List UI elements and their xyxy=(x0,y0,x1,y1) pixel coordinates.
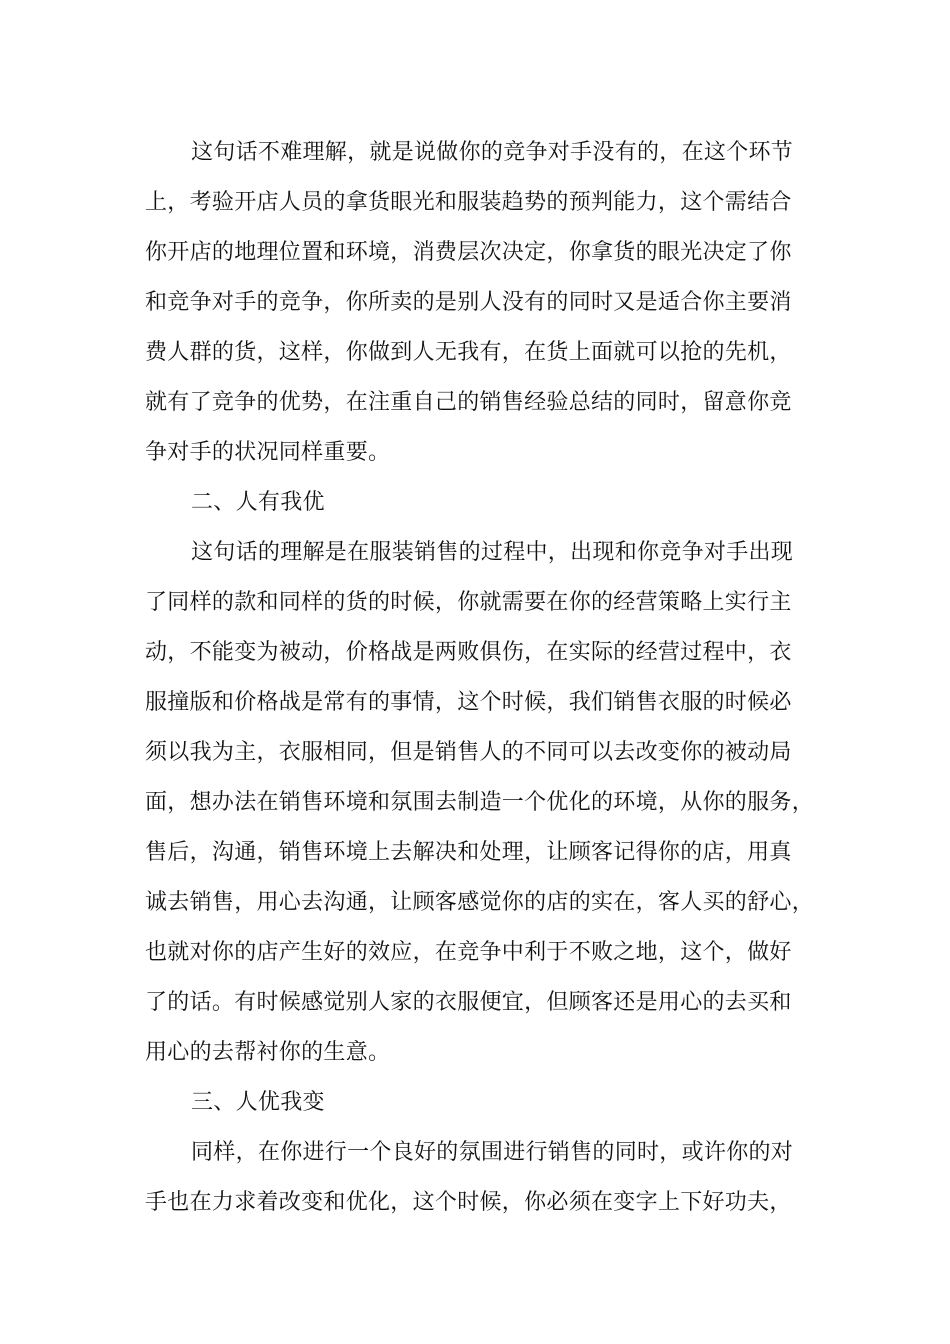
text-line: 同样，在你进行一个良好的氛围进行销售的同时，或许你的对 xyxy=(191,1140,794,1165)
text-line: 面，想办法在销售环境和氛围去制造一个优化的环境，从你的服务， xyxy=(145,790,815,815)
section-heading-2: 二、人有我优 xyxy=(191,490,325,515)
paragraph-competitive-difference xyxy=(145,128,805,478)
section-heading-3: 三、人优我变 xyxy=(191,1090,325,1115)
paragraph-we-do-better xyxy=(145,528,815,1078)
paragraph-we-change xyxy=(145,1128,805,1228)
text-line: 费人群的货，这样，你做到人无我有，在货上面就可以抢的先机， xyxy=(145,340,792,365)
text-line: 须以我为主，衣服相同，但是销售人的不同可以去改变你的被动局 xyxy=(145,740,792,765)
text-line: 了同样的款和同样的货的时候，你就需要在你的经营策略上实行主 xyxy=(145,590,792,615)
text-line: 诚去销售，用心去沟通，让顾客感觉你的店的实在，客人买的舒心， xyxy=(145,890,815,915)
text-line: 上，考验开店人员的拿货眼光和服装趋势的预判能力，这个需结合 xyxy=(145,190,792,215)
text-line: 和竞争对手的竞争，你所卖的是别人没有的同时又是适合你主要消 xyxy=(145,290,792,315)
document-body xyxy=(145,128,815,1228)
text-line: 你开店的地理位置和环境，消费层次决定，你拿货的眼光决定了你 xyxy=(145,240,792,265)
text-line: 服撞版和价格战是常有的事情，这个时候，我们销售衣服的时候必 xyxy=(145,690,792,715)
text-line: 这句话不难理解，就是说做你的竞争对手没有的，在这个环节 xyxy=(191,140,794,165)
text-line: 用心的去帮衬你的生意。 xyxy=(145,1040,391,1065)
text-line: 这句话的理解是在服装销售的过程中，出现和你竞争对手出现 xyxy=(191,540,794,565)
text-line: 争对手的状况同样重要。 xyxy=(145,440,391,465)
text-line: 也就对你的店产生好的效应，在竞争中利于不败之地，这个，做好 xyxy=(145,940,792,965)
text-line: 就有了竞争的优势，在注重自己的销售经验总结的同时，留意你竞 xyxy=(145,390,792,415)
text-line: 手也在力求着改变和优化，这个时候，你必须在变字上下好功夫， xyxy=(145,1190,792,1215)
text-line: 动，不能变为被动，价格战是两败俱伤，在实际的经营过程中，衣 xyxy=(145,640,792,665)
text-line: 售后，沟通，销售环境上去解决和处理，让顾客记得你的店，用真 xyxy=(145,840,792,865)
text-line: 了的话。有时候感觉别人家的衣服便宜，但顾客还是用心的去买和 xyxy=(145,990,792,1015)
